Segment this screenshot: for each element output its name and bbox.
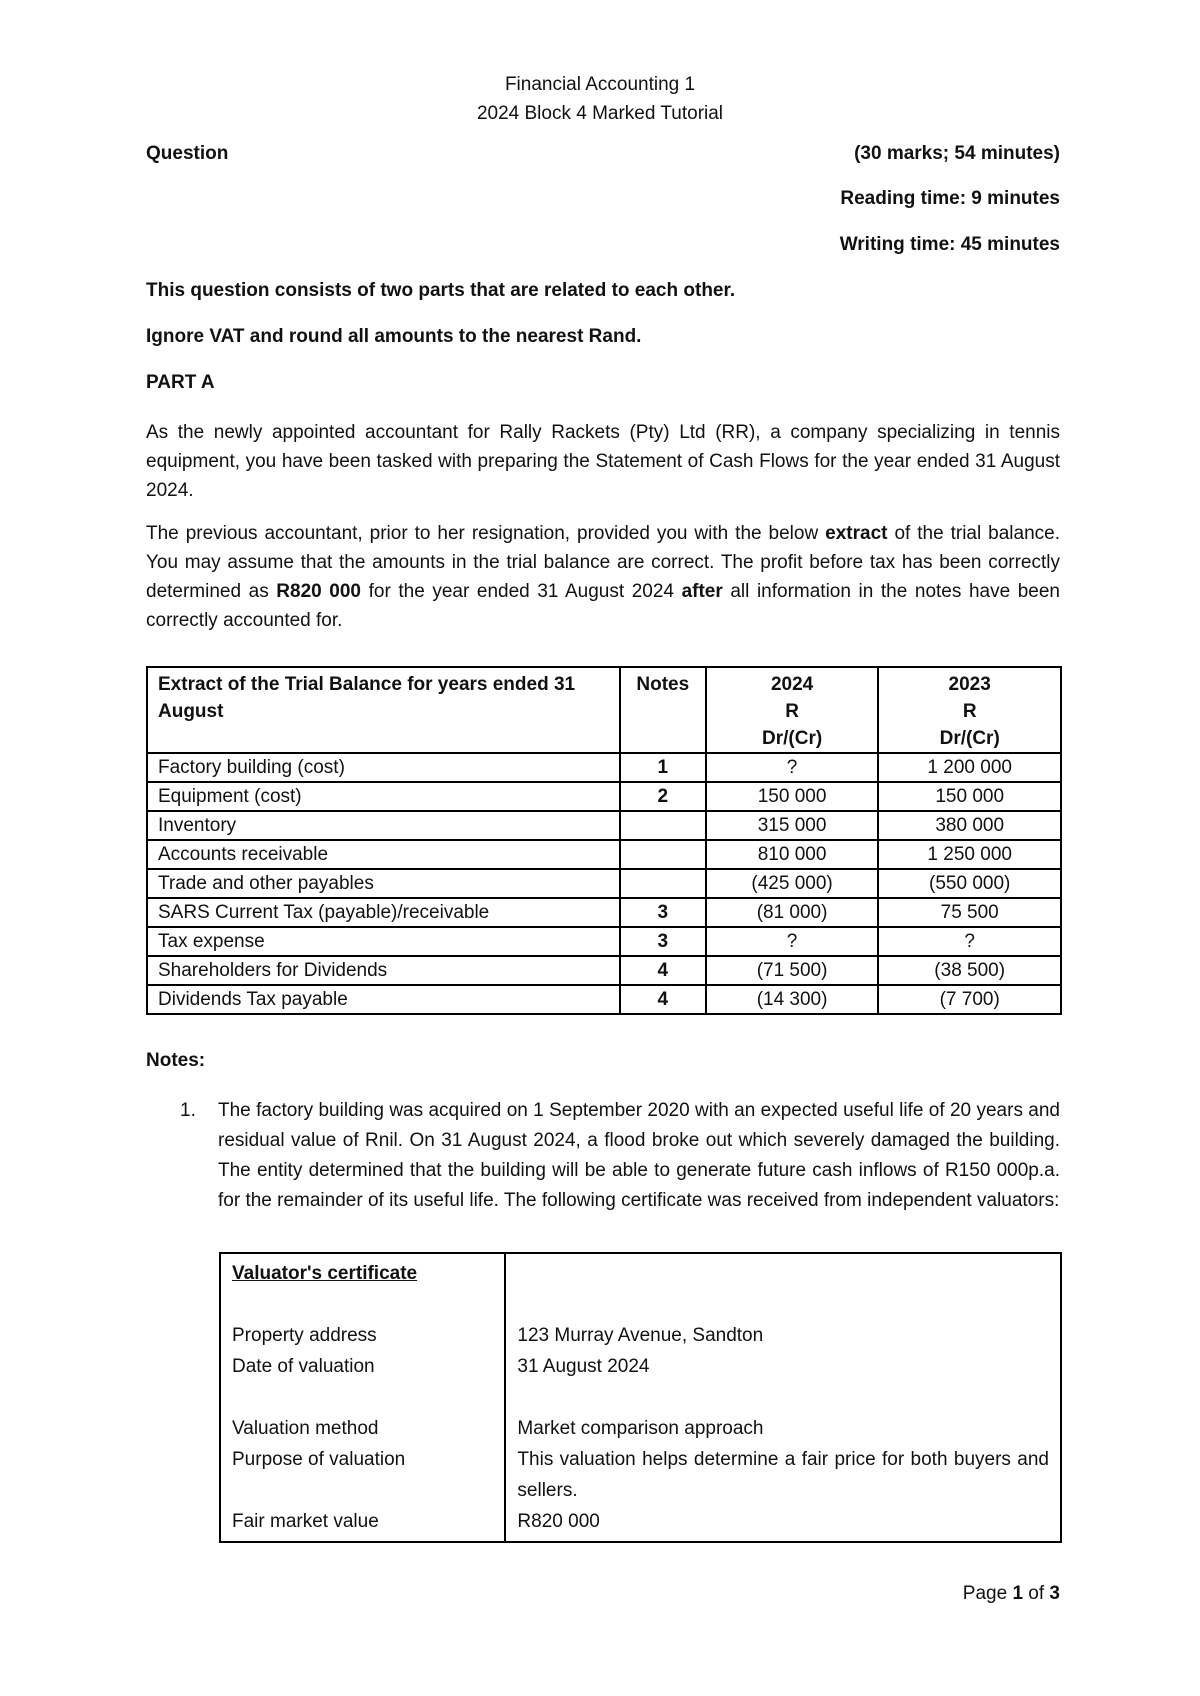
question-row <box>146 143 1060 165</box>
header-2024: 2024 R Dr/(Cr) <box>706 667 879 753</box>
valuator-labels-cell <box>220 1253 505 1542</box>
header-notes: Notes <box>620 667 706 753</box>
row-note: 4 <box>620 956 706 985</box>
part-a-intro: As the newly appointed accountant for Rally Rackets (Pty) Ltd (RR), a company specializing in tennis equipment, you have been tasked with preparing the Statement of Cash Flows for the year ended 31 August 2024. <box>146 422 1060 501</box>
row-value-2023: (7 700) <box>878 985 1061 1014</box>
question-marks: (30 marks; 54 minutes) <box>854 143 1060 164</box>
row-note: 2 <box>620 782 706 811</box>
page-label: Page <box>962 1583 1013 1604</box>
trial-balance-row <box>147 840 1061 869</box>
row-description: Equipment (cost) <box>147 782 620 811</box>
row-value-2024: (71 500) <box>706 956 879 985</box>
value-valuation-method: Market comparison approach <box>517 1418 764 1439</box>
instruction-vat: Ignore VAT and round all amounts to the nearest Rand. <box>146 326 642 347</box>
row-value-2024: 810 000 <box>706 840 879 869</box>
row-value-2024: ? <box>706 753 879 782</box>
row-description: Dividends Tax payable <box>147 985 620 1014</box>
row-value-2024: 315 000 <box>706 811 879 840</box>
row-description: Accounts receivable <box>147 840 620 869</box>
label-fair-market-value: Fair market value <box>232 1511 379 1532</box>
part-a-title: PART A <box>146 372 215 393</box>
row-value-2023: 150 000 <box>878 782 1061 811</box>
trial-balance-row <box>147 927 1061 956</box>
reading-time: Reading time: 9 minutes <box>840 188 1060 209</box>
label-property-address: Property address <box>232 1325 377 1346</box>
row-value-2024: ? <box>706 927 879 956</box>
header-2023: 2023 R Dr/(Cr) <box>878 667 1061 753</box>
note-1-number: 1. <box>180 1100 196 1121</box>
question-label: Question <box>146 143 229 164</box>
valuator-certificate-table <box>219 1252 1062 1543</box>
instruction-parts: This question consists of two parts that are related to each other. <box>146 280 736 301</box>
trial-balance-row <box>147 956 1061 985</box>
valuator-title: Valuator's certificate <box>232 1263 418 1284</box>
label-purpose-of-valuation: Purpose of valuation <box>232 1449 406 1470</box>
row-note: 3 <box>620 898 706 927</box>
trial-balance-row <box>147 898 1061 927</box>
row-description: Inventory <box>147 811 620 840</box>
row-description: Shareholders for Dividends <box>147 956 620 985</box>
page-footer <box>963 1583 1060 1605</box>
writing-time: Writing time: 45 minutes <box>839 234 1060 255</box>
row-value-2024: 150 000 <box>706 782 879 811</box>
row-note: 1 <box>620 753 706 782</box>
trial-balance-header <box>147 667 1061 753</box>
label-valuation-method: Valuation method <box>232 1418 379 1439</box>
row-value-2023: ? <box>878 927 1061 956</box>
row-value-2023: (550 000) <box>878 869 1061 898</box>
course-title: Financial Accounting 1 <box>504 74 696 95</box>
row-description: SARS Current Tax (payable)/receivable <box>147 898 620 927</box>
label-date-of-valuation: Date of valuation <box>232 1356 375 1377</box>
row-note <box>620 811 706 840</box>
row-description: Factory building (cost) <box>147 753 620 782</box>
row-value-2023: (38 500) <box>878 956 1061 985</box>
value-property-address: 123 Murray Avenue, Sandton <box>517 1325 764 1346</box>
row-value-2023: 75 500 <box>878 898 1061 927</box>
row-value-2023: 1 250 000 <box>878 840 1061 869</box>
row-value-2023: 380 000 <box>878 811 1061 840</box>
row-value-2024: (14 300) <box>706 985 879 1014</box>
row-note <box>620 869 706 898</box>
value-date-of-valuation: 31 August 2024 <box>517 1356 650 1377</box>
row-description: Trade and other payables <box>147 869 620 898</box>
row-note: 4 <box>620 985 706 1014</box>
trial-balance-row <box>147 869 1061 898</box>
trial-balance-row <box>147 753 1061 782</box>
row-description: Tax expense <box>147 927 620 956</box>
header-description: Extract of the Trial Balance for years ended 31 August <box>147 667 620 753</box>
trial-balance-row <box>147 811 1061 840</box>
row-value-2023: 1 200 000 <box>878 753 1061 782</box>
document-header <box>0 70 1200 128</box>
trial-balance-row <box>147 985 1061 1014</box>
page-of: of <box>1023 1583 1050 1604</box>
note-1-text: The factory building was acquired on 1 September 2020 with an expected useful life of 20 years and residual value of Rnil. On 31 August 2024, a flood broke out which severely damaged the building. The entity determined that the building will be able to generate future cash inflows of R150 000p.a. for the remainder of its useful life. The following certificate was received from independent valuators: <box>218 1100 1060 1211</box>
value-fair-market-value: R820 000 <box>517 1511 600 1532</box>
row-value-2024: (81 000) <box>706 898 879 927</box>
notes-title: Notes: <box>146 1050 206 1071</box>
value-purpose-of-valuation: This valuation helps determine a fair price for both buyers and sellers. <box>517 1449 1049 1501</box>
row-note <box>620 840 706 869</box>
row-value-2024: (425 000) <box>706 869 879 898</box>
page-total: 3 <box>1049 1583 1060 1604</box>
part-a-context: The previous accountant, prior to her resignation, provided you with the below extract of the trial balance. You may assume that the amounts in the trial balance are correct. The profit before tax has been correctly determined as R820 000 for the year ended 31 August 2024 after all information in the notes have been correctly accounted for. <box>146 523 1061 631</box>
row-note: 3 <box>620 927 706 956</box>
trial-balance-table <box>146 666 1062 1015</box>
tutorial-title: 2024 Block 4 Marked Tutorial <box>476 103 724 124</box>
page-number: 1 <box>1012 1583 1024 1604</box>
valuator-values-cell <box>505 1253 1061 1542</box>
trial-balance-row <box>147 782 1061 811</box>
